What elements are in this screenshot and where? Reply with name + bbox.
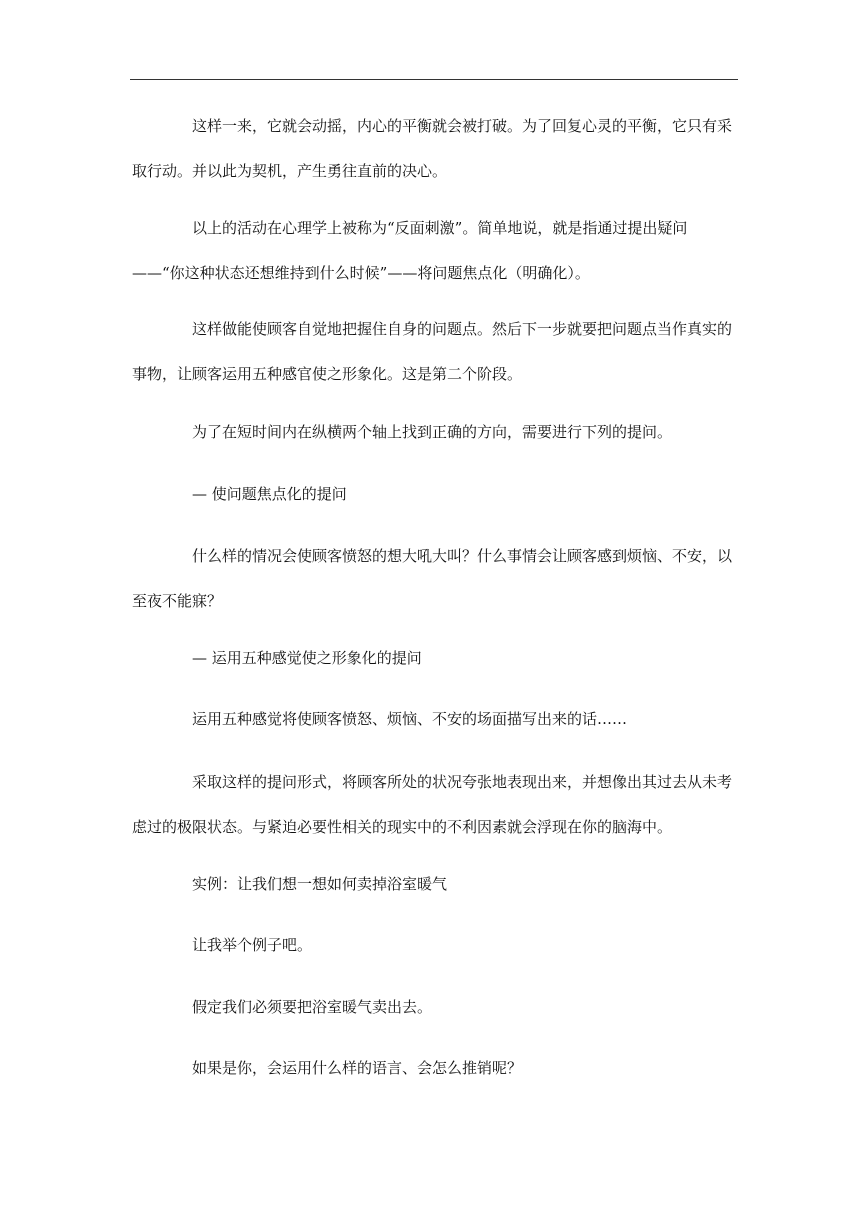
- text-line: 至夜不能寐？: [132, 592, 223, 610]
- text-line: 为了在短时间内在纵横两个轴上找到正确的方向，需要进行下列的提问。: [192, 423, 673, 441]
- text-line: ——“你这种状态还想维持到什么时候”——将问题焦点化（明确化）。: [132, 264, 590, 282]
- paragraph-2: [132, 206, 744, 296]
- text-line: 以上的活动在心理学上被称为“反面刺激”。简单地说，就是指通过提出疑问: [192, 219, 688, 237]
- text-line: — 使问题焦点化的提问: [192, 485, 347, 503]
- text-line: 取行动。并以此为契机，产生勇往直前的决心。: [132, 162, 448, 180]
- question-heading-2: [132, 636, 744, 681]
- paragraph-9: [132, 985, 744, 1030]
- paragraph-1: [132, 104, 744, 194]
- text-line: 虑过的极限状态。与紧迫必要性相关的现实中的不利因素就会浮现在你的脑海中。: [132, 818, 673, 836]
- paragraph-3: [132, 307, 744, 397]
- example-heading: [132, 862, 744, 907]
- text-line: 这样一来，它就会动摇，内心的平衡就会被打破。为了回复心灵的平衡，它只有采: [192, 117, 733, 135]
- paragraph-8: [132, 923, 744, 968]
- text-line: 采取这样的提问形式，将顾客所处的状况夸张地表现出来，并想像出其过去从未考: [192, 773, 733, 791]
- text-line: 让我举个例子吧。: [192, 936, 313, 954]
- text-line: 事物，让顾客运用五种感官使之形象化。这是第二个阶段。: [132, 365, 523, 383]
- paragraph-6: [132, 697, 744, 742]
- text-line: 这样做能使顾客自觉地把握住自身的问题点。然后下一步就要把问题点当作真实的: [192, 320, 733, 338]
- text-line: 假定我们必须要把浴室暖气卖出去。: [192, 998, 433, 1016]
- paragraph-7: [132, 760, 744, 850]
- paragraph-10: [132, 1046, 744, 1091]
- text-line: 运用五种感觉将使顾客愤怒、烦恼、不安的场面描写出来的话……: [192, 710, 628, 728]
- header-rule: [130, 79, 738, 80]
- text-line: — 运用五种感觉使之形象化的提问: [192, 649, 422, 667]
- paragraph-5: [132, 534, 744, 624]
- text-line: 如果是你，会运用什么样的语言、会怎么推销呢？: [192, 1059, 523, 1077]
- paragraph-4: [132, 410, 744, 455]
- text-line: 什么样的情况会使顾客愤怒的想大吼大叫？什么事情会让顾客感到烦恼、不安，以: [192, 547, 733, 565]
- text-line: 实例：让我们想一想如何卖掉浴室暖气: [192, 875, 448, 893]
- question-heading-1: [132, 472, 744, 517]
